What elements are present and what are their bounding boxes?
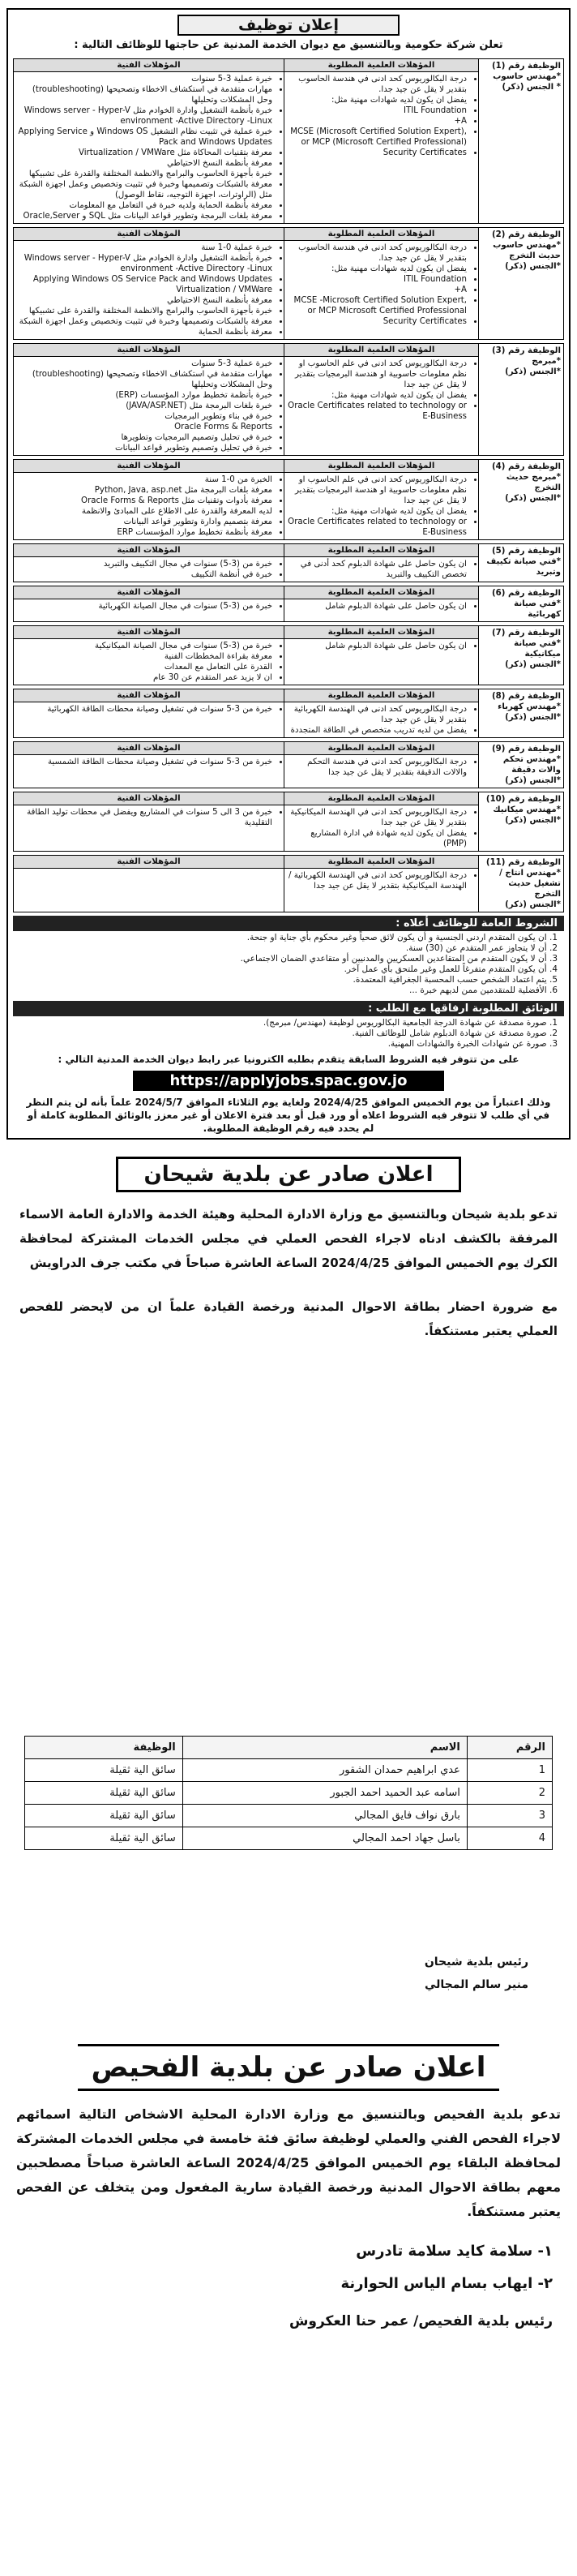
jobs-table bbox=[13, 58, 564, 1136]
closing-note: وذلك اعتباراً من يوم الخميس الموافق 2024/4/25 ولغاية يوم الثلاثاء الموافق 2024/5/7 علماً بأنه لن يتم النظر في أي طلب لا تتوفر فيه الشروط اعلاه أو ورد قبل أو بعد فترة الاعلان أو غير معزز بالوثائق المطلوبة كاملة أو لم يحدد فيه رقم الوظيفة المطلوبة. bbox=[26, 1097, 551, 1134]
job-row bbox=[13, 227, 564, 340]
job-general-cell bbox=[284, 742, 478, 788]
list-item: • خبرة بأنظمة التشغيل وادارة الخوادم مثل Windows server - Hyper-V environment -Active Directory -Linux bbox=[17, 105, 272, 127]
col-header: المؤهلات الفنية bbox=[14, 742, 284, 755]
job-title-cell bbox=[478, 792, 563, 851]
job-tech-cell bbox=[14, 59, 284, 223]
col-header: المؤهلات الفنية bbox=[14, 856, 284, 869]
job-gender: * الجنس (ذكر) bbox=[502, 83, 561, 92]
job-title-cell bbox=[478, 856, 563, 912]
list-item: • Oracle Certificates related to technology or E-Business bbox=[288, 517, 467, 538]
col-header: المؤهلات العلمية المطلوبة bbox=[284, 626, 478, 639]
job-number: الوظيفة رقم (4) bbox=[492, 462, 561, 471]
col-header: المؤهلات العلمية المطلوبة bbox=[284, 856, 478, 869]
list-item: • درجة البكالوريوس كحد ادنى في علم الحاسوب او نظم معلومات حاسوبية او هندسة البرمجيات بتقدير لا يقل عن جيد جدا bbox=[288, 358, 467, 390]
col-header: المؤهلات العلمية المطلوبة bbox=[284, 586, 478, 599]
list-item: • ITIL Foundation bbox=[288, 274, 467, 285]
ad-header: إعلان توظيف bbox=[177, 15, 400, 36]
list-item: • معرفة بالشبكات وتصميمها وخبرة في تثبيت وتخصيص وعمل اجهزة الشبكة bbox=[17, 316, 272, 327]
col-header: المؤهلات الفنية bbox=[14, 460, 284, 473]
job-title-cell bbox=[478, 626, 563, 685]
list-item: • ان يكون حاصل على شهادة الدبلوم شامل bbox=[288, 641, 467, 651]
job-row bbox=[13, 586, 564, 622]
job-tech-cell bbox=[14, 544, 284, 582]
list-item: • خبرة بأجهزة الحاسوب والبرامج والانظمة المختلفة والقدرة على تشبيكها bbox=[17, 169, 272, 179]
job-general-cell bbox=[284, 460, 478, 539]
col-header: المؤهلات العلمية المطلوبة bbox=[284, 344, 478, 357]
ad-intro: تعلن شركة حكومية وبالتنسيق مع ديوان الخدمة المدنية عن حاجتها للوظائف التالية : bbox=[74, 39, 503, 51]
job-title-cell bbox=[478, 59, 563, 223]
job-general-cell bbox=[284, 586, 478, 621]
job-row bbox=[13, 689, 564, 738]
job-number: الوظيفة رقم (7) bbox=[492, 629, 561, 638]
job-tech-cell bbox=[14, 460, 284, 539]
list-item: • ITIL Foundation bbox=[288, 105, 467, 116]
job-title: *مبرمج حديث التخرج bbox=[506, 473, 561, 492]
job-tech-cell bbox=[14, 792, 284, 851]
cell: 1 bbox=[467, 1759, 552, 1782]
list-item: • MCSE -Microsoft Certified Solution Expert, or MCP Microsoft Certified Professional bbox=[288, 295, 467, 316]
job-gender: *الجنس (ذكر) bbox=[505, 776, 561, 785]
col-header: المؤهلات العلمية المطلوبة bbox=[284, 228, 478, 241]
conditions-list bbox=[13, 931, 564, 998]
list-item: • درجة البكالوريوس كحد ادنى في علم الحاسوب او نظم معلومات حاسوبية او هندسة البرمجيات بتقدير لا يقل عن جيد جدا bbox=[288, 474, 467, 506]
shihan-body-2: مع ضرورة احضار بطاقة الاحوال المدنية ورخصة القيادة علماً ان من لايحضر للفحص العملي يعتبر مستنكفاً. bbox=[19, 1299, 558, 1338]
list-item: • معرفة بأنظمة تخطيط موارد المؤسسات ERP bbox=[17, 527, 272, 538]
col-header: المؤهلات العلمية المطلوبة bbox=[284, 792, 478, 805]
job-tech-cell bbox=[14, 626, 284, 685]
job-general-cell bbox=[284, 856, 478, 912]
signature-name: منير سالم المجالي bbox=[424, 1978, 528, 1991]
shihan-body: تدعو بلدية شيحان وبالتنسيق مع وزارة الادارة المحلية وهيئة الخدمة والادارة العامة الاسماء المرفقة بالكشف ادناه لاجراء الفحص العملي في مجلس الخدمات المشتركة لمحافظة الكرك يوم الخميس الموافق 2024/4/25 الساعة العاشرة صباحاً في مكتب جرف الدراويش bbox=[19, 1207, 558, 1270]
list-item: • ان يكون حاصل على شهادة الدبلوم كحد أدنى في تخصص التكييف والتبريد bbox=[288, 559, 467, 580]
cell: اسامه عبد الحميد احمد الجبور bbox=[182, 1782, 467, 1805]
list-item: • خبرة عملية 3-5 سنوات bbox=[17, 74, 272, 84]
list-item: • درجة البكالوريوس كحد ادنى في الهندسة الميكانيكية بتقدير لا يقل عن جيد جدا bbox=[288, 807, 467, 828]
list-item: • يفضل ان يكون لديه شهادات مهنية مثل: bbox=[288, 95, 467, 105]
list-item: • Applying Windows OS Service Pack and Windows Updates bbox=[17, 274, 272, 285]
job-row bbox=[13, 343, 564, 456]
job-row bbox=[13, 459, 564, 540]
list-item: • خبرة من 3-5 سنوات في تشغيل وصيانة محطات الطاقة الكهربائية bbox=[17, 704, 272, 715]
job-general-cell bbox=[284, 544, 478, 582]
job-row bbox=[13, 741, 564, 788]
list-item: • Security Certificates bbox=[288, 316, 467, 327]
list-item: • لديه المعرفة والقدرة على الاطلاع على المبادئ والانظمة bbox=[17, 506, 272, 517]
cell: 4 bbox=[467, 1827, 552, 1850]
documents-title: الوثائق المطلوبة ارفاقها مع الطلب : bbox=[13, 1001, 564, 1016]
list-item: • Oracle Forms & Reports bbox=[17, 422, 272, 432]
job-general-cell bbox=[284, 228, 478, 339]
list-item: • يفضل ان يكون لديه شهادات مهنية مثل: bbox=[288, 264, 467, 274]
list-item: • Security Certificates bbox=[288, 148, 467, 158]
table-row bbox=[25, 1805, 553, 1827]
job-row bbox=[13, 543, 564, 582]
list-item: 5. يتم اعتماد الشخص حسب المحسبة الجغرافية المعتمدة. bbox=[353, 975, 558, 985]
list-item: 4. أن يكون المتقدم متفرغاً للعمل وغير ملتحق بأي عمل آخر. bbox=[344, 964, 558, 974]
shihan-table bbox=[24, 1736, 553, 1850]
col-header: المؤهلات الفنية bbox=[14, 626, 284, 639]
fuheis-title: اعلان صادر عن بلدية الفحيص bbox=[78, 2044, 499, 2091]
table-row bbox=[25, 1759, 553, 1782]
conditions-title: الشروط العامة للوظائف أعلاه : bbox=[13, 916, 564, 931]
job-title-cell bbox=[478, 689, 563, 737]
signature-title: رئيس بلدية شيحان bbox=[424, 1956, 528, 1968]
col-header: المؤهلات العلمية المطلوبة bbox=[284, 544, 478, 557]
job-tech-cell bbox=[14, 742, 284, 788]
list-item: • خبرة بأجهزة الحاسوب والبرامج والانظمة المختلفة والقدرة على تشبيكها bbox=[17, 306, 272, 316]
job-title: *مهندس انتاج / تشغيل حديث التخرج bbox=[499, 869, 561, 899]
job-gender: *الجنس (ذكر) bbox=[505, 660, 561, 669]
list-item: • درجة البكالوريوس كحد ادنى في هندسة الحاسوب بتقدير لا يقل عن جيد جدا. bbox=[288, 74, 467, 95]
cell: سائق الية ثقيلة bbox=[25, 1805, 183, 1827]
list-item: • خبرة بأنظمة التشغيل وادارة الخوادم مثل Windows server - Hyper-V environment -Active Directory -Linux bbox=[17, 253, 272, 274]
list-item: • معرفة بتصميم وادارة وتطوير قواعد البيانات bbox=[17, 517, 272, 527]
list-item: • خبرة من (3-5) سنوات في مجال الصيانة الميكانيكية bbox=[17, 641, 272, 651]
col-header: المؤهلات الفنية bbox=[14, 689, 284, 702]
job-number: الوظيفة رقم (2) bbox=[492, 230, 561, 239]
cell: 2 bbox=[467, 1782, 552, 1805]
col-header: المؤهلات الفنية bbox=[14, 792, 284, 805]
cell: سائق الية ثقيلة bbox=[25, 1759, 183, 1782]
documents-list bbox=[13, 1016, 564, 1051]
list-item: • معرفة بأنظمة النسخ الاحتياطي bbox=[17, 295, 272, 306]
list-item: • معرفة بأدوات وتقنيات مثل Oracle Forms & Reports bbox=[17, 496, 272, 506]
job-title-cell bbox=[478, 742, 563, 788]
job-gender: *الجنس (ذكر) bbox=[505, 713, 561, 722]
job-general-cell bbox=[284, 689, 478, 737]
list-item: • خبرة من (3-5) سنوات في مجال التكييف والتبريد bbox=[17, 559, 272, 569]
col-header: المؤهلات العلمية المطلوبة bbox=[284, 689, 478, 702]
list-item: ١- سلامة كايد سلامة تادرس bbox=[356, 2243, 553, 2260]
list-item: • درجة البكالوريوس كحد ادنى في الهندسة الكهربائية بتقدير لا يقل عن جيد جدا bbox=[288, 704, 467, 725]
list-item: • مهارات متقدمة في استكشاف الاخطاء وتصحيحها (troubleshooting) وحل المشكلات وتحليلها bbox=[17, 369, 272, 390]
job-ad-section bbox=[6, 8, 571, 1140]
job-number: الوظيفة رقم (10) bbox=[485, 795, 561, 804]
list-item: • خبرة من (3-5) سنوات في مجال الصيانة الكهربائية bbox=[17, 601, 272, 612]
list-item: 2. صورة مصدقة عن شهادة الدبلوم شامل للوظائف الفنية. bbox=[352, 1028, 558, 1038]
list-item: • MCSE (Microsoft Certified Solution Expert), or MCP (Microsoft Certified Professional) bbox=[288, 127, 467, 148]
job-row bbox=[13, 855, 564, 912]
list-item: • معرفة بقراءة المخططات الفنية bbox=[17, 651, 272, 662]
shihan-signature bbox=[425, 1951, 528, 1996]
cell: بارق نواف فايق المجالي bbox=[182, 1805, 467, 1827]
job-title: *مهندس حاسوب bbox=[493, 72, 561, 81]
list-item: • درجة البكالوريوس كحد ادنى في الهندسة الكهربائية / الهندسة الميكانيكية بتقدير لا يقل عن جيد جدا bbox=[288, 870, 467, 891]
list-item: • خبرة بأنظمة تخطيط موارد المؤسسات (ERP) bbox=[17, 390, 272, 401]
th-number: الرقم bbox=[467, 1737, 552, 1759]
job-general-cell bbox=[284, 59, 478, 223]
job-tech-cell bbox=[14, 856, 284, 912]
job-general-cell bbox=[284, 792, 478, 851]
list-item: • يفضل من لديه تدريب متخصص في الطاقة المتجددة bbox=[288, 725, 467, 736]
col-header: المؤهلات الفنية bbox=[14, 228, 284, 241]
job-title: *مهندس حاسوب حديث التخرج bbox=[493, 241, 561, 260]
job-number: الوظيفة رقم (11) bbox=[485, 858, 561, 867]
list-item: 6. الأفضلية للمتقدمين ممن لديهم خبرة ... bbox=[409, 985, 558, 995]
list-item: • معرفة بأنظمة الحماية ولديه خبرة في التعامل مع المعلومات bbox=[17, 200, 272, 211]
job-row bbox=[13, 625, 564, 685]
shihan-ad-section bbox=[0, 1152, 577, 2020]
list-item: • درجة البكالوريوس كحد ادنى في هندسة التحكم والالات الدقيقة بتقدير لا يقل عن جيد جدا bbox=[288, 757, 467, 778]
apply-link[interactable]: https://applyjobs.spac.gov.jo bbox=[133, 1071, 444, 1091]
col-header: المؤهلات الفنية bbox=[14, 544, 284, 557]
list-item: • معرفة بالشبكات وتصميمها وخبرة في تثبيت وتخصيص وعمل اجهزة الشبكة مثل (الراوترات، اجهزة التوجيه، نقاط الوصول) bbox=[17, 179, 272, 200]
job-title: *فني صيانة كهربائية bbox=[514, 599, 561, 619]
job-row bbox=[13, 792, 564, 852]
job-gender: *الجنس (ذكر) bbox=[505, 262, 561, 271]
list-item: • الخبرة من 0-1 سنة bbox=[17, 474, 272, 485]
list-item: • خبرة عملية في تثبيت نظام التشغيل Windows OS و Applying Service Pack and Windows Updates bbox=[17, 127, 272, 148]
list-item: • درجة البكالوريوس كحد ادنى في هندسة الحاسوب بتقدير لا يقل عن جيد جدا. bbox=[288, 243, 467, 264]
job-tech-cell bbox=[14, 228, 284, 339]
list-item: 3. صورة عن شهادات الخبرة والشهادات المهنية. bbox=[387, 1039, 558, 1049]
fuheis-body: تدعو بلدية الفحيص وبالتنسيق مع وزارة الادارة المحلية الاشخاص التالية اسمائهم لاجراء الفحص الفني والعملي لوظيفة سائق فئة خامسة في مجلس الخدمات المشتركة لمحافظة البلقاء يوم الخميس الموافق 2024/4/25 الساعة العاشرة صباحاً مصطحبين معهم بطاقة الاحوال المدنية ورخصة القيادة سارية المفعول ومن يتخلف عن الفحص يعتبر مستنكفاً. bbox=[16, 2106, 561, 2219]
job-number: الوظيفة رقم (3) bbox=[492, 346, 561, 355]
list-item: • معرفة بأنظمة الحماية bbox=[17, 327, 272, 337]
job-title: *مهندس تحكم والات دقيقة bbox=[502, 755, 561, 775]
job-title-cell bbox=[478, 460, 563, 539]
job-tech-cell bbox=[14, 344, 284, 455]
job-title-cell bbox=[478, 344, 563, 455]
list-item: • ان يكون حاصل على شهادة الدبلوم شامل bbox=[288, 601, 467, 612]
cell: باسل جهاد احمد المجالي bbox=[182, 1827, 467, 1850]
list-item: • Virtualization / VMWare bbox=[17, 285, 272, 295]
job-title: *مهندس ميكانيك bbox=[493, 805, 561, 814]
list-item: • A+ bbox=[288, 285, 467, 295]
fuheis-ad-section bbox=[0, 2044, 577, 2563]
list-item: • خبرة في تحليل وتصميم البرمجيات وتطويرها bbox=[17, 432, 272, 443]
job-title-cell bbox=[478, 228, 563, 339]
cell: عدي ابراهيم حمدان الشقور bbox=[182, 1759, 467, 1782]
list-item: • خبرة في بناء وتطوير البرمجيات bbox=[17, 411, 272, 422]
job-title-cell bbox=[478, 586, 563, 621]
job-title: *فني صيانة ميكانيكية bbox=[514, 639, 561, 659]
apply-note: على من تتوفر فيه الشروط السابقة يتقدم بطلبه الكترونيا عبر رابط ديوان الخدمة المدنية التالي : bbox=[58, 1054, 519, 1065]
job-row bbox=[13, 58, 564, 224]
col-header: المؤهلات العلمية المطلوبة bbox=[284, 460, 478, 473]
col-header: المؤهلات العلمية المطلوبة bbox=[284, 742, 478, 755]
list-item: • معرفة بأنظمة النسخ الاحتياطي bbox=[17, 158, 272, 169]
cell: 3 bbox=[467, 1805, 552, 1827]
list-item: ٢- ايهاب بسام الياس الحوارنة bbox=[340, 2275, 553, 2292]
list-item: • القدرة على التعامل مع المعدات bbox=[17, 662, 272, 672]
job-number: الوظيفة رقم (9) bbox=[492, 745, 561, 753]
cell: سائق الية ثقيلة bbox=[25, 1782, 183, 1805]
col-header: المؤهلات الفنية bbox=[14, 586, 284, 599]
table-row bbox=[25, 1782, 553, 1805]
cell: سائق الية ثقيلة bbox=[25, 1827, 183, 1850]
col-header: المؤهلات الفنية bbox=[14, 59, 284, 72]
list-item: 3. أن لا يكون المتقدم من المتقاعدين العسكريين والمدنيين أو متقاعدي الضمان الاجتماعي. bbox=[240, 954, 558, 964]
job-number: الوظيفة رقم (1) bbox=[492, 62, 561, 71]
job-title: *مهندس كهرباء bbox=[498, 702, 561, 711]
job-tech-cell bbox=[14, 689, 284, 737]
list-item: • خبرة في أنظمة التكييف bbox=[17, 569, 272, 580]
job-tech-cell bbox=[14, 586, 284, 621]
job-general-cell bbox=[284, 626, 478, 685]
job-title: *فني صيانة تكييف وتبريد bbox=[486, 557, 561, 577]
list-item: • Oracle Certificates related to technology or E-Business bbox=[288, 401, 467, 422]
shihan-title: اعلان صادر عن بلدية شيحان bbox=[116, 1157, 461, 1192]
list-item: • خبرة من 3-5 سنوات في تشغيل وصيانة محطات الطاقة الشمسية bbox=[17, 757, 272, 767]
job-number: الوظيفة رقم (6) bbox=[492, 589, 561, 598]
job-title: *مبرمج bbox=[532, 357, 561, 366]
table-row bbox=[25, 1827, 553, 1850]
list-item: • معرفة بلغات البرمجة مثل Python, Java, asp.net bbox=[17, 485, 272, 496]
list-item: • خبرة عملية 3-5 سنوات bbox=[17, 358, 272, 369]
job-gender: *الجنس (ذكر) bbox=[505, 900, 561, 909]
list-item: • A+ bbox=[288, 116, 467, 127]
job-general-cell bbox=[284, 344, 478, 455]
list-item: 2. أن لا يتجاوز عمر المتقدم عن (30) سنة. bbox=[405, 943, 558, 953]
list-item: • يفضل ان يكون لديه شهادات مهنية مثل: bbox=[288, 506, 467, 517]
job-gender: *الجنس (ذكر) bbox=[505, 816, 561, 825]
job-title-cell bbox=[478, 544, 563, 582]
fuheis-names bbox=[0, 2235, 577, 2300]
list-item: • خبرة عملية 0-1 سنة bbox=[17, 243, 272, 253]
job-gender: *الجنس (ذكر) bbox=[505, 494, 561, 503]
list-item: • خبرة بلغات البرمجة مثل (JAVA/ASP.NET) bbox=[17, 401, 272, 411]
list-item: • يفضل ان يكون لديه شهادات مهنية مثل: bbox=[288, 390, 467, 401]
list-item: 1. صورة مصدقة عن شهادة الدرجة الجامعية البكالوريوس لوظيفة (مهندس/ مبرمج). bbox=[263, 1018, 558, 1028]
list-item: • مهارات متقدمة في استكشاف الاخطاء وتصحيحها (troubleshooting) وحل المشكلات وتحليلها bbox=[17, 84, 272, 105]
list-item: • ان لا يزيد عمر المتقدم عن 30 عام bbox=[17, 672, 272, 683]
fuheis-signature: رئيس بلدية الفحيص/ عمر حنا العكروش bbox=[288, 2313, 553, 2329]
th-name: الاسم bbox=[182, 1737, 467, 1759]
list-item: • معرفة بلغات البرمجة وتطوير قواعد البيانات مثل SQL و Oracle,Server bbox=[17, 211, 272, 221]
col-header: المؤهلات العلمية المطلوبة bbox=[284, 59, 478, 72]
col-header: المؤهلات الفنية bbox=[14, 344, 284, 357]
job-number: الوظيفة رقم (5) bbox=[492, 547, 561, 556]
list-item: • يفضل ان يكون لديه شهادة في ادارة المشاريع (PMP) bbox=[288, 828, 467, 849]
list-item: • خبرة في تحليل وتصميم وتطوير قواعد البيانات bbox=[17, 443, 272, 453]
job-gender: *الجنس (ذكر) bbox=[505, 367, 561, 376]
job-number: الوظيفة رقم (8) bbox=[492, 692, 561, 701]
list-item: • معرفة بتقنيات المحاكاة مثل Virtualization / VMWare bbox=[17, 148, 272, 158]
list-item: 1. ان يكون المتقدم اردني الجنسية و أن يكون لائق صحياً وغير محكوم بأي جناية او جنحة. bbox=[246, 933, 558, 942]
list-item: • خبرة من 3 الى 5 سنوات في المشاريع ويفضل في محطات توليد الطاقة التقليدية bbox=[17, 807, 272, 828]
th-job: الوظيفة bbox=[25, 1737, 183, 1759]
